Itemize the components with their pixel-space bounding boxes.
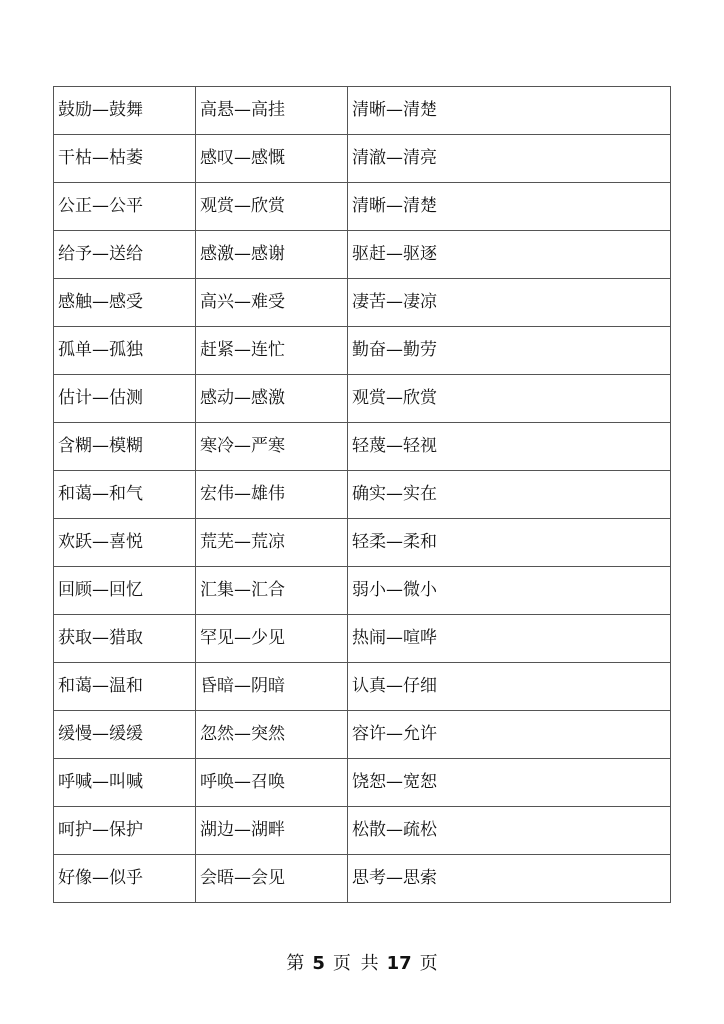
table-cell: 欢跃—喜悦 — [54, 519, 196, 567]
table-cell: 松散—疏松 — [348, 807, 671, 855]
table-cell: 回顾—回忆 — [54, 567, 196, 615]
table-cell: 汇集—汇合 — [196, 567, 348, 615]
table-cell: 好像—似乎 — [54, 855, 196, 903]
table-cell: 饶恕—宽恕 — [348, 759, 671, 807]
table-row — [54, 327, 671, 375]
table-cell: 昏暗—阴暗 — [196, 663, 348, 711]
synonym-table — [53, 86, 671, 903]
table-cell: 公正—公平 — [54, 183, 196, 231]
footer-total-word: 共 — [360, 953, 379, 974]
table-cell: 确实—实在 — [348, 471, 671, 519]
table-cell: 高兴—难受 — [196, 279, 348, 327]
table-cell: 凄苦—凄凉 — [348, 279, 671, 327]
table-cell: 忽然—突然 — [196, 711, 348, 759]
table-cell: 和蔼—温和 — [54, 663, 196, 711]
table-row — [54, 87, 671, 135]
table-row — [54, 807, 671, 855]
table-row — [54, 855, 671, 903]
table-cell: 思考—思索 — [348, 855, 671, 903]
table-row — [54, 231, 671, 279]
table-cell: 感叹—感慨 — [196, 135, 348, 183]
table-cell: 高悬—高挂 — [196, 87, 348, 135]
table-cell: 呵护—保护 — [54, 807, 196, 855]
table-cell: 驱赶—驱逐 — [348, 231, 671, 279]
synonym-table-body — [54, 87, 671, 903]
table-cell: 观赏—欣赏 — [348, 375, 671, 423]
table-row — [54, 615, 671, 663]
table-row — [54, 759, 671, 807]
table-cell: 呼喊—叫喊 — [54, 759, 196, 807]
table-cell: 鼓励—鼓舞 — [54, 87, 196, 135]
table-cell: 勤奋—勤劳 — [348, 327, 671, 375]
table-cell: 轻蔑—轻视 — [348, 423, 671, 471]
footer-prefix: 第 — [286, 953, 305, 974]
table-cell: 湖边—湖畔 — [196, 807, 348, 855]
page-footer — [0, 950, 724, 978]
table-row — [54, 663, 671, 711]
table-cell: 估计—估测 — [54, 375, 196, 423]
footer-suffix: 页 — [419, 953, 438, 974]
table-cell: 干枯—枯萎 — [54, 135, 196, 183]
table-cell: 观赏—欣赏 — [196, 183, 348, 231]
table-row — [54, 375, 671, 423]
table-row — [54, 135, 671, 183]
table-cell: 容许—允许 — [348, 711, 671, 759]
table-row — [54, 183, 671, 231]
table-row — [54, 711, 671, 759]
table-cell: 赶紧—连忙 — [196, 327, 348, 375]
table-cell: 轻柔—柔和 — [348, 519, 671, 567]
table-cell: 寒冷—严寒 — [196, 423, 348, 471]
table-cell: 获取—猎取 — [54, 615, 196, 663]
table-row — [54, 423, 671, 471]
table-cell: 弱小—微小 — [348, 567, 671, 615]
table-row — [54, 519, 671, 567]
table-cell: 缓慢—缓缓 — [54, 711, 196, 759]
table-cell: 宏伟—雄伟 — [196, 471, 348, 519]
table-row — [54, 279, 671, 327]
footer-page-word: 页 — [332, 953, 351, 974]
table-cell: 清晰—清楚 — [348, 87, 671, 135]
table-cell: 会晤—会见 — [196, 855, 348, 903]
table-cell: 感触—感受 — [54, 279, 196, 327]
table-cell: 感激—感谢 — [196, 231, 348, 279]
table-cell: 呼唤—召唤 — [196, 759, 348, 807]
table-cell: 含糊—模糊 — [54, 423, 196, 471]
table-cell: 给予—送给 — [54, 231, 196, 279]
table-cell: 清晰—清楚 — [348, 183, 671, 231]
table-cell: 热闹—喧哗 — [348, 615, 671, 663]
table-cell: 清澈—清亮 — [348, 135, 671, 183]
total-page-number: 17 — [386, 953, 412, 974]
table-cell: 认真—仔细 — [348, 663, 671, 711]
table-cell: 和蔼—和气 — [54, 471, 196, 519]
table-cell: 孤单—孤独 — [54, 327, 196, 375]
table-row — [54, 567, 671, 615]
table-cell: 荒芜—荒凉 — [196, 519, 348, 567]
table-cell: 感动—感激 — [196, 375, 348, 423]
current-page-number: 5 — [312, 953, 325, 974]
table-cell: 罕见—少见 — [196, 615, 348, 663]
table-row — [54, 471, 671, 519]
